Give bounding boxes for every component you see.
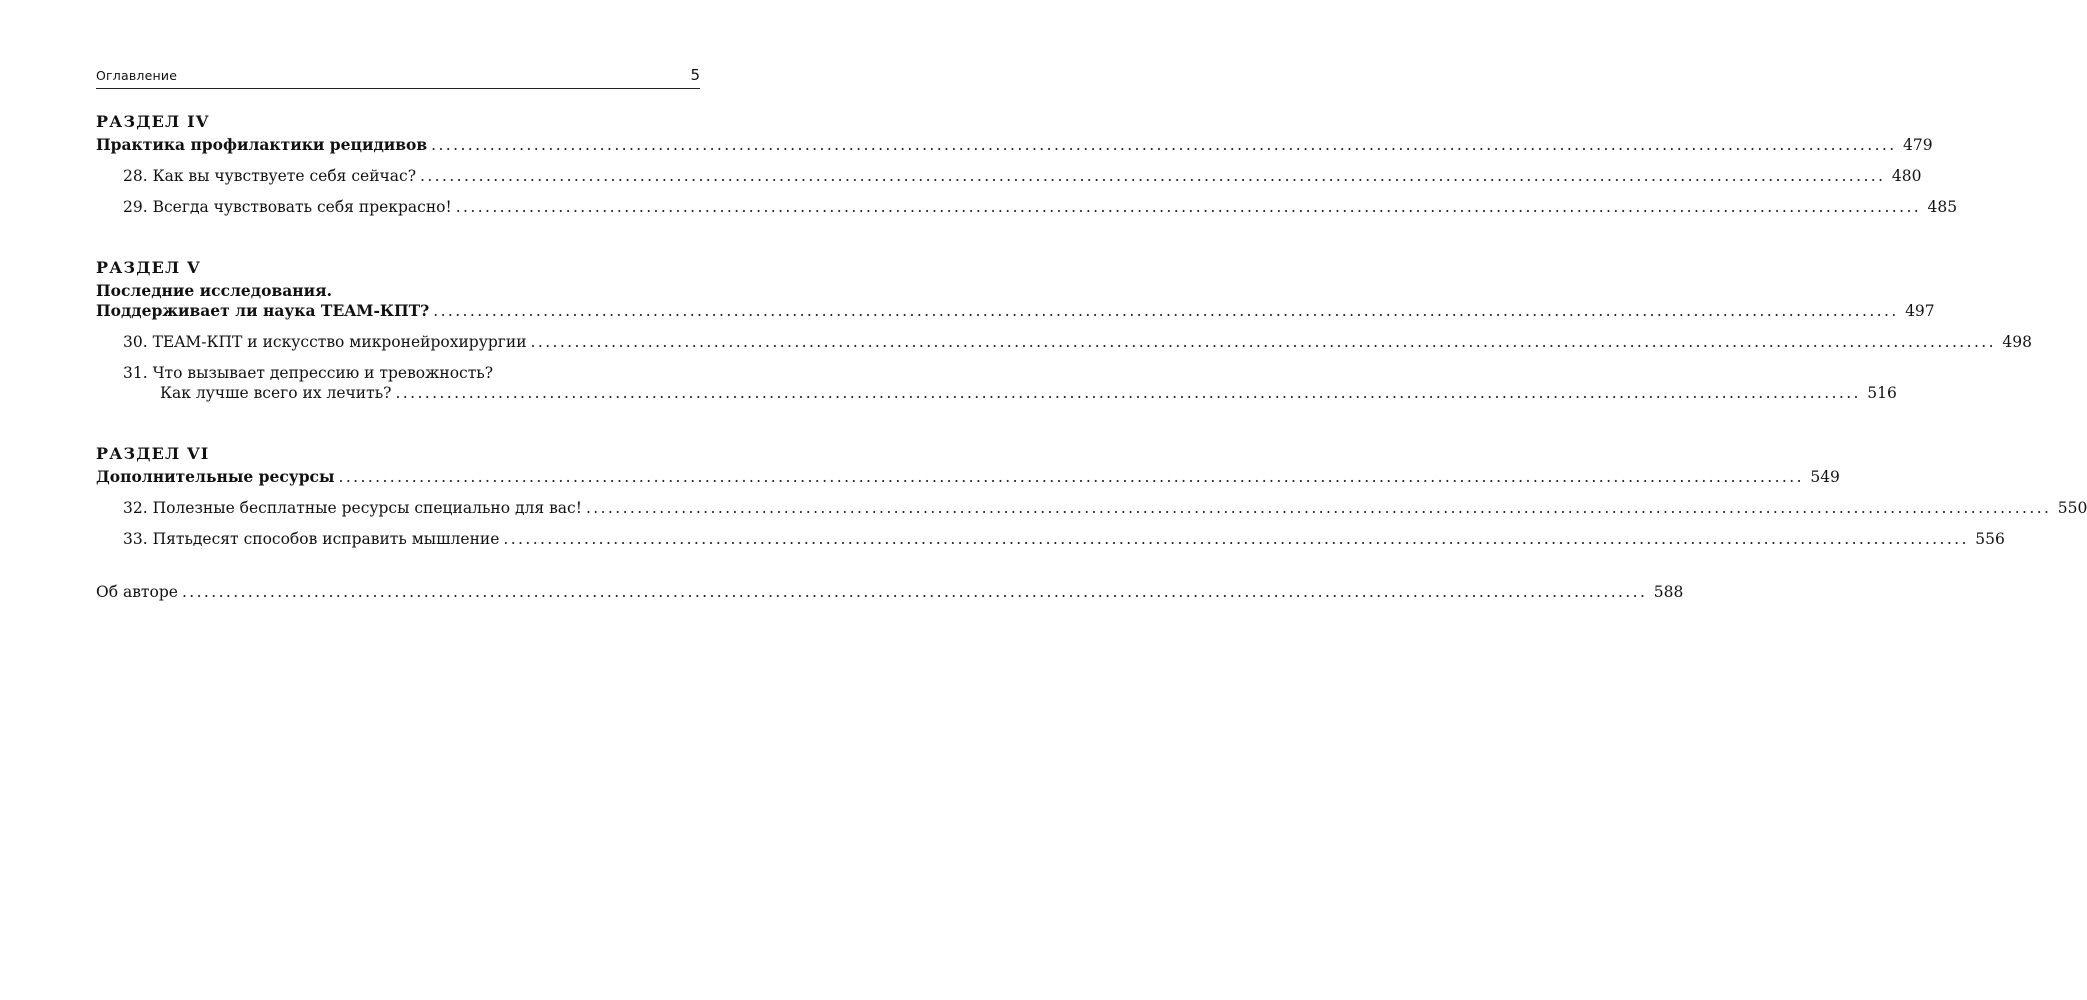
part-title: Практика профилактики рецидивов — [96, 135, 428, 154]
chapter-title: Как лучше всего их лечить? — [160, 384, 392, 402]
running-title: Оглавление — [96, 68, 178, 83]
leader-dots: ........................................................................................................................................................................................................ — [420, 167, 1886, 185]
leader-dots: ........................................................................................................................................................................................................ — [503, 530, 1969, 548]
leader-dots: ........................................................................................................................................................................................................ — [585, 499, 2052, 517]
section-label: РАЗДЕЛ VI — [96, 444, 210, 463]
part-title: Поддерживает ли наука TEAM-КПТ? — [96, 301, 430, 320]
leader-dots: ........................................................................................................................................................................................................ — [433, 302, 1899, 320]
page-ref: 479 — [1902, 136, 1933, 154]
section-label: РАЗДЕЛ V — [96, 258, 201, 277]
toc-chapter-entry[interactable] — [96, 529, 2005, 549]
toc-section-4 — [96, 112, 1958, 217]
page-ref: 550 — [2057, 499, 2087, 517]
leader-dots: ........................................................................................................................................................................................................ — [181, 583, 1648, 601]
page-ref: 480 — [1891, 167, 1922, 185]
toc-part-entry[interactable] — [96, 135, 1933, 155]
toc-about-entry[interactable] — [96, 582, 1684, 602]
toc-chapter-entry[interactable] — [96, 166, 1922, 186]
leader-dots: ........................................................................................................................................................................................................ — [395, 384, 1861, 402]
chapter-continuation — [123, 383, 1897, 403]
leader-dots: ........................................................................................................................................................................................................ — [338, 468, 1804, 486]
toc-part-entry[interactable] — [96, 301, 1935, 321]
chapter-title: 30. TEAM-КПТ и искусство микронейрохирургии — [123, 333, 527, 351]
page-ref: 485 — [1927, 198, 1958, 216]
toc-chapter-entry[interactable] — [96, 197, 1958, 217]
page-ref: 549 — [1810, 468, 1840, 486]
running-header — [96, 66, 700, 89]
toc-chapter-entry[interactable] — [96, 498, 2087, 518]
toc-chapter-entry[interactable] — [96, 332, 2032, 352]
section-label: РАЗДЕЛ IV — [96, 112, 210, 131]
toc-chapter-entry-multiline[interactable] — [96, 363, 1897, 403]
table-of-contents — [96, 112, 2087, 602]
chapter-title: 32. Полезные бесплатные ресурсы специально для вас! — [123, 499, 582, 517]
toc-part-entry[interactable] — [96, 467, 1840, 487]
page-number: 5 — [690, 66, 700, 84]
part-title: Дополнительные ресурсы — [96, 467, 335, 486]
toc-section-5 — [96, 258, 2032, 403]
leader-dots: ........................................................................................................................................................................................................ — [455, 198, 1922, 216]
chapter-title: 33. Пятьдесят способов исправить мышление — [123, 530, 500, 548]
leader-dots: ........................................................................................................................................................................................................ — [431, 136, 1897, 154]
toc-section-6 — [96, 444, 2087, 549]
leader-dots: ........................................................................................................................................................................................................ — [530, 333, 1996, 351]
chapter-title: 29. Всегда чувствовать себя прекрасно! — [123, 198, 452, 216]
page-ref: 516 — [1867, 384, 1897, 402]
about-title: Об авторе — [96, 583, 178, 601]
page-ref: 556 — [1975, 530, 2005, 548]
chapter-title: 28. Как вы чувствуете себя сейчас? — [123, 167, 417, 185]
page-ref: 498 — [2002, 333, 2032, 351]
page-ref: 497 — [1905, 302, 1935, 320]
chapter-title-line: 31. Что вызывает депрессию и тревожность? — [123, 364, 494, 382]
page-ref: 588 — [1653, 583, 1684, 601]
part-title-line: Последние исследования. — [96, 281, 332, 300]
